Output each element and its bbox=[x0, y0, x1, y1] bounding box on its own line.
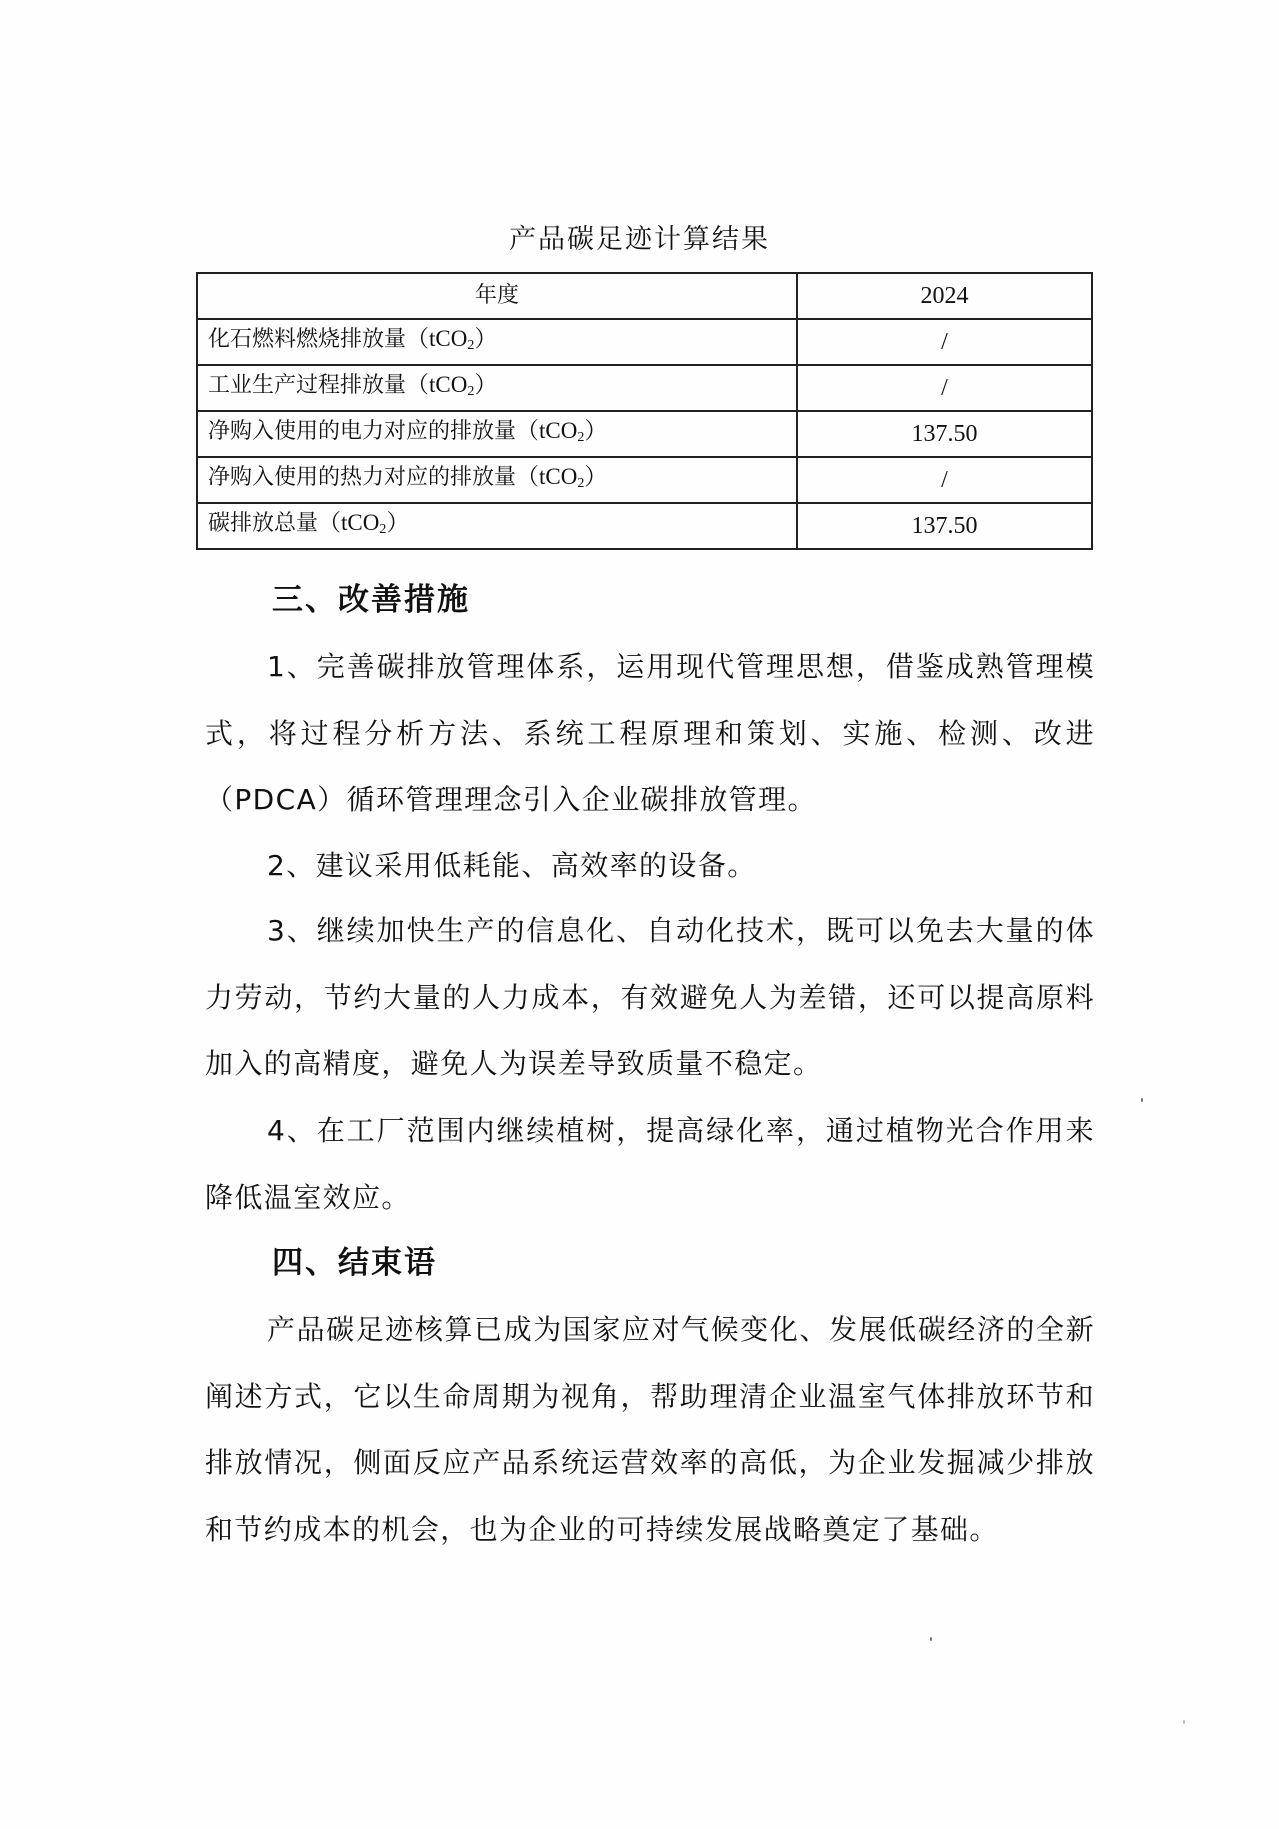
unit-prefix: （tCO bbox=[516, 463, 578, 489]
row-value: / bbox=[797, 319, 1092, 365]
row-label-text: 净购入使用的热力对应的排放量 bbox=[208, 464, 517, 490]
unit-suffix: ） bbox=[584, 417, 608, 443]
row-value: 137.50 bbox=[797, 411, 1092, 457]
unit-suffix: ） bbox=[474, 325, 498, 351]
row-label bbox=[197, 319, 797, 365]
unit-label bbox=[318, 510, 409, 535]
table-header-row bbox=[197, 273, 1092, 319]
unit-sub: 2 bbox=[379, 521, 387, 537]
header-year-value: 2024 bbox=[797, 273, 1092, 319]
table-row bbox=[197, 365, 1092, 411]
improvement-item-1: 1、完善碳排放管理体系，运用现代管理思想，借鉴成熟管理模式，将过程分析方法、系统工程原理和策划、实施、检测、改进（PDCA）循环管理理念引入企业碳排放管理。 bbox=[205, 650, 1095, 816]
row-label bbox=[197, 457, 797, 503]
section-heading-conclusion: 四、结束语 bbox=[272, 1245, 437, 1281]
unit-sub: 2 bbox=[467, 383, 475, 399]
conclusion-paragraph: 产品碳足迹核算已成为国家应对气候变化、发展低碳经济的全新阐述方式，它以生命周期为视角，帮助理清企业温室气体排放环节和排放情况，侧面反应产品系统运营效率的高低，为企业发掘减少排放和节约成本的机会，也为企业的可持续发展战略奠定了基础。 bbox=[205, 1313, 1095, 1546]
unit-sub: 2 bbox=[577, 429, 585, 445]
table-row-total bbox=[197, 503, 1092, 549]
improvement-item-3: 3、继续加快生产的信息化、自动化技术，既可以免去大量的体力劳动，节约大量的人力成本，有效避免人为差错，还可以提高原料加入的高精度，避免人为误差导致质量不稳定。 bbox=[205, 914, 1095, 1080]
unit-prefix: （tCO bbox=[406, 371, 468, 397]
row-value: / bbox=[797, 365, 1092, 411]
unit-sub: 2 bbox=[577, 475, 585, 491]
unit-prefix: （tCO bbox=[318, 509, 380, 535]
unit-prefix: （tCO bbox=[516, 417, 578, 443]
unit-suffix: ） bbox=[584, 463, 608, 489]
row-label-text: 化石燃料燃烧排放量 bbox=[208, 326, 407, 352]
row-label-text: 碳排放总量 bbox=[208, 510, 319, 536]
unit-label bbox=[516, 464, 607, 489]
row-value: / bbox=[797, 457, 1092, 503]
row-value: 137.50 bbox=[797, 503, 1092, 549]
row-label-text: 净购入使用的电力对应的排放量 bbox=[208, 418, 517, 444]
row-label bbox=[197, 503, 797, 549]
unit-label bbox=[406, 326, 497, 351]
unit-suffix: ） bbox=[474, 371, 498, 397]
unit-label bbox=[516, 418, 607, 443]
improvement-item-4: 4、在工厂范围内继续植树，提高绿化率，通过植物光合作用来降低温室效应。 bbox=[205, 1114, 1095, 1214]
table-row bbox=[197, 411, 1092, 457]
table-row bbox=[197, 319, 1092, 365]
table-row bbox=[197, 457, 1092, 503]
row-label-text: 工业生产过程排放量 bbox=[208, 372, 407, 398]
row-label bbox=[197, 365, 797, 411]
carbon-footprint-table bbox=[196, 272, 1093, 550]
scan-speck bbox=[1141, 1098, 1143, 1102]
header-year-label: 年度 bbox=[197, 273, 797, 319]
section-heading-improvement: 三、改善措施 bbox=[272, 582, 470, 618]
unit-prefix: （tCO bbox=[406, 325, 468, 351]
improvement-item-2: 2、建议采用低耗能、高效率的设备。 bbox=[267, 849, 757, 882]
scan-speck bbox=[930, 1637, 932, 1641]
row-label bbox=[197, 411, 797, 457]
table-title: 产品碳足迹计算结果 bbox=[509, 224, 770, 255]
unit-suffix: ） bbox=[386, 509, 410, 535]
unit-sub: 2 bbox=[467, 337, 475, 353]
unit-label bbox=[406, 372, 497, 397]
scan-speck bbox=[1183, 1720, 1185, 1724]
